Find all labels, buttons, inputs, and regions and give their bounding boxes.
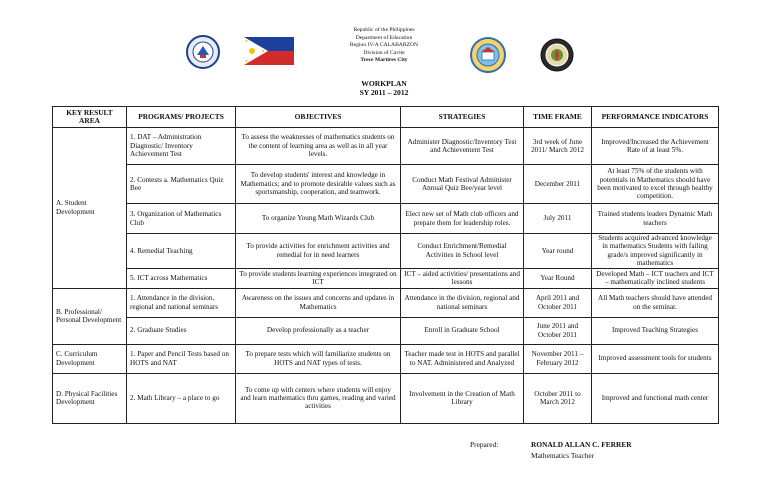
header-programs-projects: PROGRAMS/ PROJECTS — [127, 107, 236, 128]
strategy-cell: Enroll in Graduate School — [401, 317, 524, 344]
objective-cell: To organize Young Math Wizards Club — [236, 204, 401, 234]
letterhead-line: Division of Cavite — [363, 49, 405, 56]
program-cell: 1. DAT – Administration Diagnostic/ Inventory Achievement Test — [127, 128, 236, 165]
area-curriculum-development: C. Curriculum Development — [53, 344, 127, 373]
deped-seal-icon — [186, 35, 220, 69]
header-performance-indicators: PERFORMANCE INDICATORS — [592, 107, 719, 128]
prepared-label: Prepared: — [470, 440, 499, 449]
strategy-cell: Conduct Enrichment/Remedial Activities in School level — [401, 234, 524, 269]
objective-cell: Develop professionally as a teacher — [236, 317, 401, 344]
indicator-cell: Developed Math – ICT teachers and ICT – mathematically inclined students — [592, 268, 719, 288]
indicator-cell: Students acquired advanced knowledge in mathematics Students with failing grade/s improved significantly in mathematics — [592, 234, 719, 269]
objective-cell: To prepare tests which will familiarize students on HOTS and NAT types of tests. — [236, 344, 401, 373]
strategy-cell: ICT – aided activities/ presentations and lessons — [401, 268, 524, 288]
area-physical-facilities: D. Physical Facilities Development — [53, 373, 127, 423]
time-frame-cell: December 2011 — [524, 165, 592, 204]
indicator-cell: At least 75% of the students with potentials in Mathematics should have been motivated to excel through healthy competition. — [592, 165, 719, 204]
program-cell: 1. Attendance in the division, regional and national seminars — [127, 288, 236, 317]
objective-cell: To come up with centers where students will enjoy and learn mathematics thru games, reading and varied activities — [236, 373, 401, 423]
strategy-cell: Elect new set of Math club officers and prepare them for leadership roles. — [401, 204, 524, 234]
indicator-cell: All Math teachers should have attended on the seminar. — [592, 288, 719, 317]
letterhead-line: Region IV-A CALABARZON — [349, 42, 419, 49]
header-key-result-area: KEY RESULT AREA — [53, 107, 127, 128]
time-frame-cell: April 2011 and October 2011 — [524, 288, 592, 317]
objective-cell: To provide students learning experiences integrated on ICT — [236, 268, 401, 288]
program-cell: 2. Math Library – a place to go — [127, 373, 236, 423]
indicator-cell: Improved and functional math center — [592, 373, 719, 423]
prepared-title: Mathematics Teacher — [531, 451, 595, 460]
table-row — [53, 317, 719, 344]
document-title — [0, 79, 768, 97]
strategy-cell: Conduct Math Festival Administer Annual Quiz Bee/year level — [401, 165, 524, 204]
strategy-cell: Teacher made test in HOTS and parallel to NAT. Administered and Analyzed — [401, 344, 524, 373]
table-row — [53, 344, 719, 373]
time-frame-cell: Year round — [524, 234, 592, 269]
objective-cell: To develop students' interest and knowledge in Mathematics; and to promote desirable values such as sportsmanship, cooperation, and teamwork. — [236, 165, 401, 204]
program-cell: 5. ICT across Mathematics — [127, 268, 236, 288]
objective-cell: To assess the weaknesses of mathematics students on the content of learning area as well as in all year levels. — [236, 128, 401, 165]
workplan-table — [52, 106, 719, 424]
philippine-flag-icon — [244, 37, 294, 65]
strategy-cell: Attendance in the division, regional and national seminars — [401, 288, 524, 317]
area-student-development: A. Student Development — [53, 128, 127, 289]
cavite-seal-icon — [540, 38, 574, 72]
letterhead-line: Republic of the Philippines — [353, 27, 415, 33]
time-frame-cell: June 2011 and October 2011 — [524, 317, 592, 344]
time-frame-cell: October 2011 to March 2012 — [524, 373, 592, 423]
indicator-cell: Trained students leaders Dynamic Math teachers — [592, 204, 719, 234]
indicator-cell: Improved/Increased the Achievement Rate of at least 5%. — [592, 128, 719, 165]
title-school-year: SY 2011 – 2012 — [359, 88, 409, 97]
table-row — [53, 288, 719, 317]
strategy-cell: Involvement in the Creation of Math Library — [401, 373, 524, 423]
objective-cell: Awareness on the issues and concerns and updates in Mathematics — [236, 288, 401, 317]
table-row — [53, 128, 719, 165]
program-cell: 2. Contests a. Mathematics Quiz Bee — [127, 165, 236, 204]
table-row — [53, 234, 719, 269]
table-row — [53, 204, 719, 234]
strategy-cell: Administer Diagnostic/Inventory Test and Achievement Test — [401, 128, 524, 165]
objective-cell: To provide activities for enrichment activities and remedial for in need learners — [236, 234, 401, 269]
time-frame-cell: 3rd week of June 2011/ March 2012 — [524, 128, 592, 165]
table-row — [53, 165, 719, 204]
program-cell: 1. Paper and Pencil Tests based on HOTS and NAT — [127, 344, 236, 373]
region-seal-icon — [470, 37, 506, 73]
letterhead-city: Trece Martires City — [360, 57, 408, 64]
table-row — [53, 268, 719, 288]
time-frame-cell: Year Round — [524, 268, 592, 288]
title-workplan: WORKPLAN — [361, 79, 407, 88]
letterhead — [0, 27, 768, 65]
program-cell: 4. Remedial Teaching — [127, 234, 236, 269]
table-header-row — [53, 107, 719, 128]
header-strategies: STRATEGIES — [401, 107, 524, 128]
time-frame-cell: November 2011 – February 2012 — [524, 344, 592, 373]
program-cell: 2. Graduate Studies — [127, 317, 236, 344]
indicator-cell: Improved Teaching Strategies — [592, 317, 719, 344]
time-frame-cell: July 2011 — [524, 204, 592, 234]
table-row — [53, 373, 719, 423]
header-time-frame: TIME FRAME — [524, 107, 592, 128]
letterhead-line: Department of Education — [355, 34, 413, 41]
prepared-name: RONALD ALLAN C. FERRER — [531, 440, 632, 449]
header-objectives: OBJECTIVES — [236, 107, 401, 128]
indicator-cell: Improved assessment tools for students — [592, 344, 719, 373]
area-professional-development: B. Professional/ Personal Development — [53, 288, 127, 344]
program-cell: 3. Organization of Mathematics Club — [127, 204, 236, 234]
